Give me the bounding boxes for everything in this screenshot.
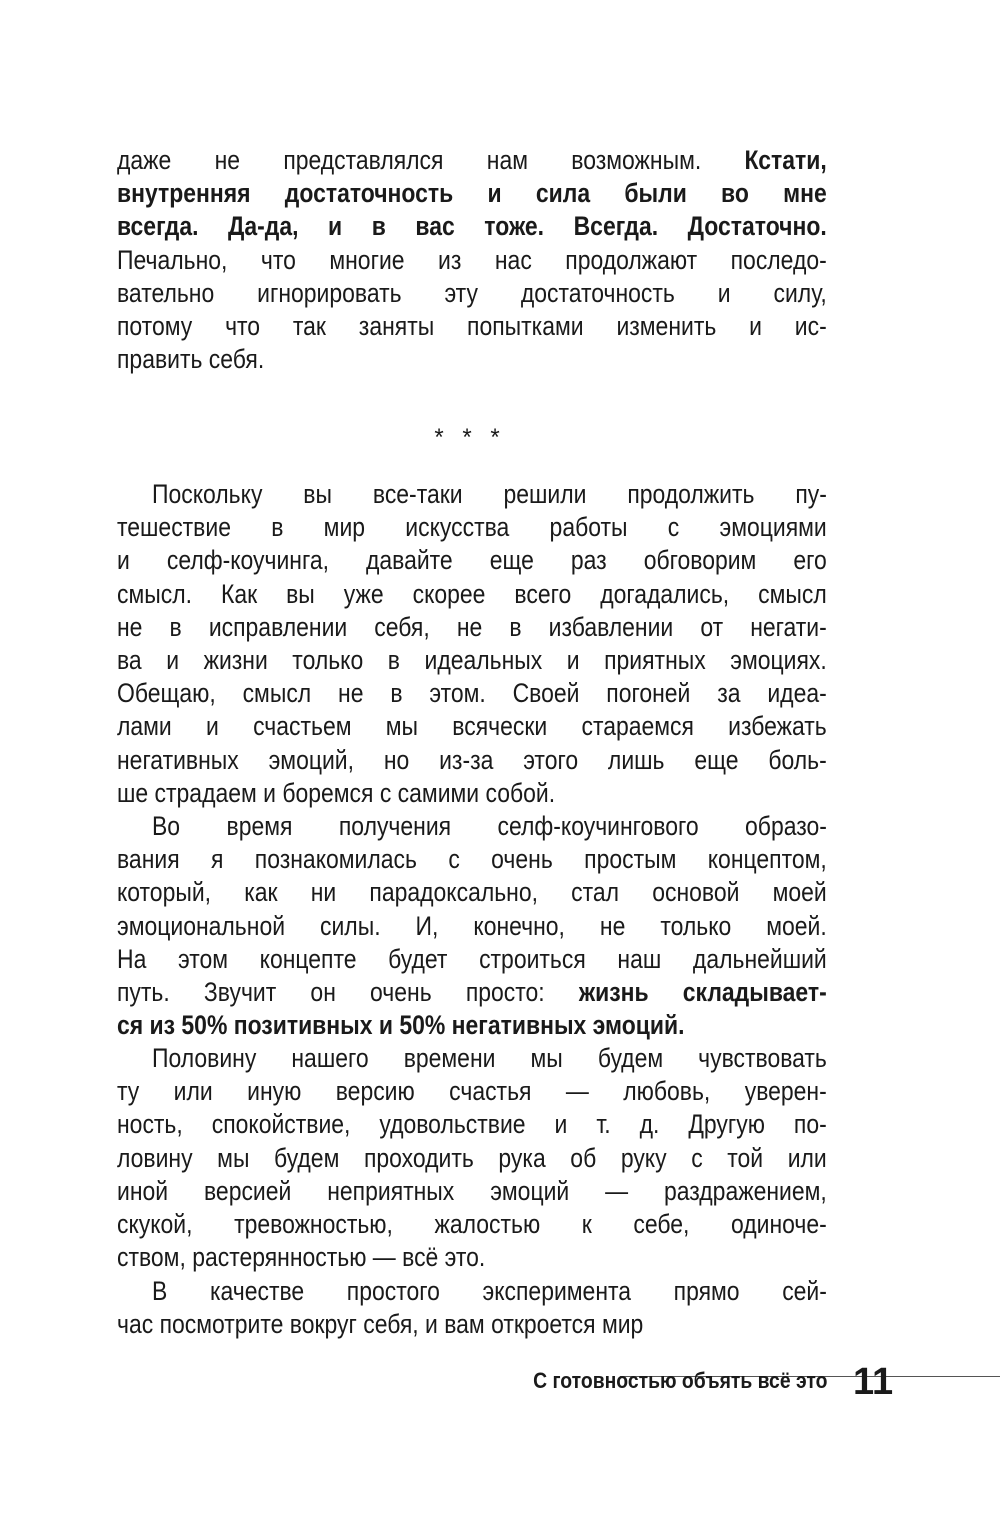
body-text: смысл. Как вы уже скорее всего догадались, смысл: [117, 578, 827, 609]
body-text: потому что так заняты попытками изменить и ис-: [117, 311, 827, 341]
text-line: [117, 943, 827, 976]
body-text: ловину мы будем проходить рука об руку с той или: [117, 1142, 827, 1173]
text-line: [117, 910, 827, 943]
body-text: час посмотрите вокруг себя, и вам откроется мир: [117, 1309, 644, 1340]
text-line: [117, 310, 827, 343]
body-text: даже не представлялся нам возможным.: [117, 145, 745, 175]
body-text: ту или иную версию счастья — любовь, уверен-: [117, 1076, 827, 1107]
text-line: [117, 976, 827, 1009]
text-line: [117, 578, 827, 611]
body-text: и селф-коучинга, давайте еще раз обговорим его: [117, 545, 827, 576]
bold-text: ся из 50% позитивных и 50% негативных эмоций.: [117, 1010, 685, 1041]
body-text: иной версией неприятных эмоций — раздражением,: [117, 1175, 827, 1206]
body-text: ва и жизни только в идеальных и приятных эмоциях.: [117, 645, 827, 675]
bold-text: Кстати,: [744, 145, 827, 175]
running-title: С готовностью объять всё это: [532, 1368, 827, 1393]
body-text: вания я познакомилась с очень простым концептом,: [117, 844, 827, 875]
text-line: [117, 177, 827, 210]
text-line: [117, 1175, 827, 1208]
body-text: ством, растерянностью — всё это.: [117, 1242, 486, 1273]
text-line: [117, 1108, 827, 1141]
body-text: Обещаю, смысл не в этом. Своей погоней за идеа-: [117, 678, 827, 709]
text-line: [117, 1241, 827, 1274]
body-text: тешествие в мир искусства работы с эмоциями: [117, 512, 827, 543]
body-text: Половину нашего времени мы будем чувствовать: [152, 1043, 827, 1073]
text-line: [117, 544, 827, 577]
bold-text: жизнь складывает-: [578, 977, 827, 1007]
text-line: [117, 777, 827, 810]
body-text: путь. Звучит он очень просто:: [117, 977, 579, 1007]
body-text: лами и счастьем мы всячески стараемся избежать: [117, 711, 827, 742]
text-line: [117, 1208, 827, 1241]
bold-text: всегда. Да-да, и в вас тоже. Всегда. Достаточно.: [117, 211, 827, 242]
body-text: Поскольку вы все-таки решили продолжить пу-: [152, 479, 827, 509]
text-line: [117, 244, 827, 277]
text-line: [152, 810, 827, 843]
text-line: [152, 1275, 827, 1308]
body-text: скукой, тревожностью, жалостью к себе, одиноче-: [117, 1209, 827, 1239]
text-line: [117, 277, 827, 310]
page-number: 11: [853, 1361, 894, 1403]
text-line: [117, 144, 827, 177]
body-text: ность, спокойствие, удовольствие и т. д. Другую по-: [117, 1109, 827, 1140]
body-text: На этом концепте будет строиться наш дальнейший: [117, 943, 827, 974]
text-line: [117, 210, 827, 243]
text-line: [117, 677, 827, 710]
bold-text: внутренняя достаточность и сила были во мне: [117, 178, 827, 209]
text-line: [117, 1308, 827, 1341]
body-text: ше страдаем и боремся с самими собой.: [117, 777, 556, 808]
body-text: править себя.: [117, 344, 265, 375]
text-line: [152, 478, 827, 511]
text-line: [117, 876, 827, 909]
text-line: [117, 644, 827, 677]
body-text: В качестве простого эксперимента прямо сей-: [152, 1276, 827, 1306]
body-text: не в исправлении себя, не в избавлении от негати-: [117, 611, 827, 642]
body-text: Печально, что многие из нас продолжают последо-: [117, 244, 827, 275]
section-separator: * * *: [434, 424, 506, 451]
text-line: [117, 1142, 827, 1175]
body-text: который, как ни парадоксально, стал основой моей: [117, 877, 827, 908]
text-line: [117, 511, 827, 544]
text-line: [117, 611, 827, 644]
body-text: негативных эмоций, но из-за этого лишь еще боль-: [117, 744, 827, 775]
body-text: Во время получения селф-коучингового образо-: [152, 811, 827, 841]
body-text: эмоциональной силы. И, конечно, не только моей.: [117, 910, 827, 941]
text-line: [117, 744, 827, 777]
text-line: [117, 710, 827, 743]
body-text: вательно игнорировать эту достаточность и силу,: [117, 277, 827, 308]
text-line: [117, 343, 827, 376]
text-line: [117, 843, 827, 876]
text-line: [152, 1042, 827, 1075]
text-line: [117, 1009, 827, 1042]
text-line: [117, 1075, 827, 1108]
